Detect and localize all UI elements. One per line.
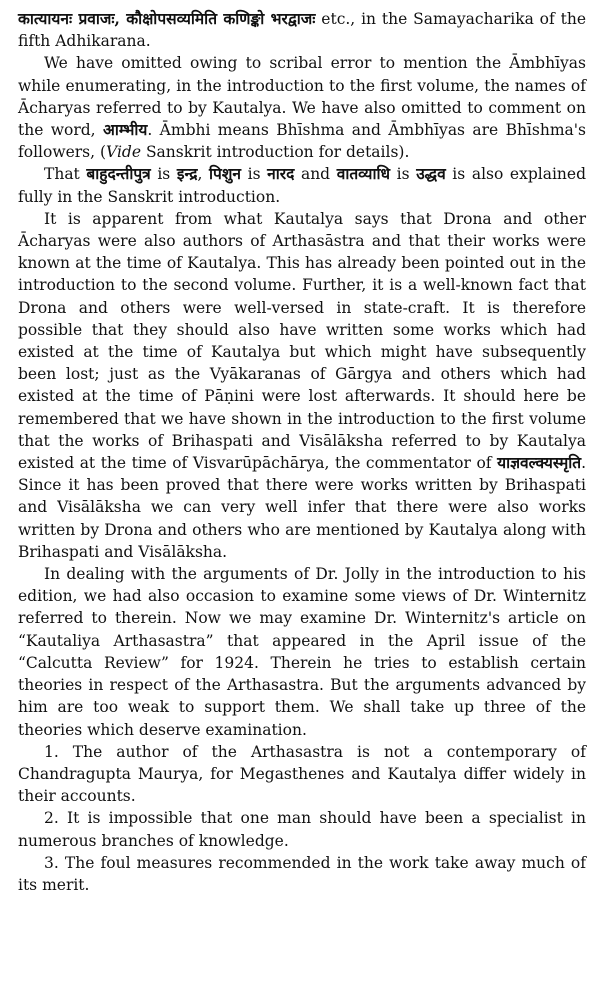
devanagari-text: उद्धव: [416, 164, 446, 184]
paragraph-1: [18, 52, 586, 163]
text-segment: 1. The author of the Arthasastra is not a contemporary of Chandragupta Maurya, for Megasthenes and Kautalya differ widely in their accounts.: [18, 742, 586, 806]
devanagari-text: वातव्याधि: [336, 164, 391, 184]
numbered-item-1: [18, 741, 586, 808]
text-segment: We have omitted owing to scribal error to mention the Āmbhīyas while enumerating, in the introduction to the first volume, the names of Ācharyas referred to by Kautalya. We have also omitted to comment on the word,: [18, 54, 586, 140]
devanagari-text: आम्भीय: [102, 120, 148, 140]
text-segment: In dealing with the arguments of Dr. Jolly in the introduction to his edition, we had also occasion to examine some views of Dr. Winternitz referred to therein. Now we may examine Dr. Winternitz's article on “Kautaliya Arthasastra” that appeared in the April issue of the “Calcutta Review” for 1924. Therein he tries to establish certain theories in respect of the Arthasastra. But the arguments advanced by him are too weak to support them. We shall take up three of the theories which deserve examination.: [18, 565, 586, 739]
devanagari-text: बाहुदन्तीपुत्र: [86, 164, 151, 184]
numbered-item-2: [18, 807, 586, 851]
text-segment: Sanskrit introduction for details).: [141, 143, 410, 162]
devanagari-text: पिशुन: [209, 164, 242, 184]
paragraph-2: [18, 163, 586, 207]
paragraph-4: [18, 563, 586, 741]
text-segment: is: [241, 165, 268, 184]
devanagari-text: इन्द्र: [176, 164, 198, 184]
text-segment: That: [44, 165, 87, 184]
text-segment: 2. It is impossible that one man should have been a specialist in numerous branches of knowledge.: [18, 809, 586, 850]
text-segment: is also explained fully in the Sanskrit introduction.: [18, 165, 586, 206]
text-segment: 3. The foul measures recommended in the work take away much of its merit.: [18, 853, 586, 894]
text-segment: is: [390, 165, 417, 184]
text-segment: It is apparent from what Kautalya says that Drona and other Ācharyas were also authors of Arthasāstra and that their works were known at the time of Kautalya. This has already been pointed out in the introduction to the second volume. Further, it is a well-known fact that Drona and others were well-versed in state-craft. It is therefore possible that they should also have written some works which had existed at the time of Kautalya but which might have subsequently been lost; just as the Vyākaranas of Gārgya and others which had existed at the time of Pāṇini were lost afterwards. It should here be remembered that we have shown in the introduction to the first volume that the works of Brihaspati and Visālāksha referred to by Kautalya existed at the time of Visvarūpāchārya, the commentator of: [18, 209, 586, 473]
text-segment: is: [150, 165, 177, 184]
text-segment: . Since it has been proved that there were works written by Brihaspati and Visālāksha we can very well infer that there were also works written by Drona and others who are mentioned by Kautalya along with Brihaspati and Visālāksha.: [18, 454, 586, 561]
paragraph-0: [18, 8, 586, 52]
text-segment: etc., in the Samayacharika of the fifth Adhikarana.: [18, 10, 586, 51]
text-segment: . Āmbhi means Bhīshma and Āmbhīyas are Bhīshma's followers, (: [18, 121, 586, 162]
devanagari-text: नारद: [267, 164, 295, 184]
numbered-item-3: [18, 852, 586, 896]
devanagari-text: याज्ञवल्क्यस्मृति: [497, 453, 582, 473]
text-segment: and: [294, 165, 337, 184]
paragraph-3: [18, 208, 586, 563]
italic-text: Vide: [106, 143, 142, 162]
text-segment: ,: [197, 165, 210, 184]
devanagari-text: कात्यायनः प्रवाजः, कौक्षोपसव्यमिति कणिङ्को भरद्वाजः: [18, 9, 316, 28]
